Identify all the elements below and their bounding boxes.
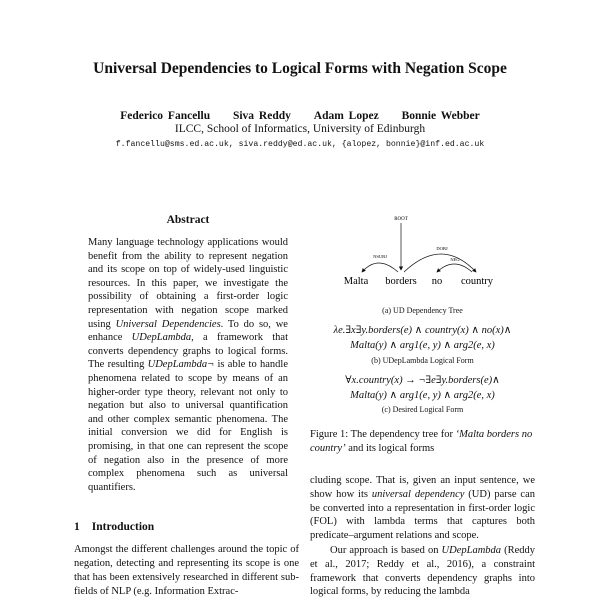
author-emails: f.fancellu@sms.ed.ac.uk, siva.reddy@ed.ac.uk, {alopez, bonnie}@inf.ed.ac.uk bbox=[115, 140, 485, 149]
figure-caption: Figure 1: The dependency tree for ‘Malta borders no country’ and its logical forms bbox=[310, 429, 533, 454]
author-name: Adam Lopez bbox=[313, 110, 379, 122]
section-heading: 1 Introduction bbox=[74, 521, 155, 533]
neg-label: NEG bbox=[450, 257, 460, 262]
paragraph: cluding scope. That is, given an input sentence, we show how its universal dependency (UD) parse can be converted into a representation in first-order logic (FOL) with lambda terms that captures both predicate–argument relations and scope. bbox=[310, 475, 535, 542]
nsubj-arc bbox=[362, 263, 398, 272]
paragraph: Our approach is based on UDepLambda (Reddy et al., 2017; Reddy et al., 2016), a constraint framework that converts dependency graphs into logical forms, by reducing the lambda bbox=[310, 544, 536, 598]
author-name: Siva Reddy bbox=[232, 110, 291, 122]
formula-b-line1: λe.∃x∃y.borders(e) ∧ country(x) ∧ no(x)∧ bbox=[333, 325, 512, 336]
formula-b-line2: Malta(y) ∧ arg1(e, y) ∧ arg2(e, x) bbox=[350, 340, 495, 351]
subcaption-a: (a) UD Dependency Tree bbox=[382, 306, 463, 315]
tree-word: borders bbox=[385, 276, 417, 287]
author-name: Federico Fancellu bbox=[120, 110, 211, 122]
tree-word: country bbox=[460, 276, 494, 287]
tree-word: Malta bbox=[343, 276, 369, 287]
dobj-label: DOBJ bbox=[436, 246, 448, 251]
abstract-text: Many language technology applications would benefit from the ability to represent negation and its scope on top of widely-used linguistic resources. In this paper, we investigate the possibility of obtaining a first-order logic representation with negation scope marked using Universal Dependencies. To do so, we enhance UDepLambda, a framework that converts dependency graphs to logical forms. The resulting UDepLambda¬ is able to handle phenomena related to scope by means of an higher-order type theory, relevant not only to negation but also to universal quantification and other complex semantic phenomena. The initial conversion we did for English is promising, in that one can represent the scope of negation also in the presence of more complex phenomena such as universal quantifiers. bbox=[88, 237, 288, 493]
formula-c-line2: Malta(y) ∧ arg1(e, y) ∧ arg2(e, x) bbox=[350, 390, 495, 401]
right-column-text bbox=[310, 474, 535, 599]
nsubj-label: NSUBJ bbox=[373, 254, 387, 259]
dependency-tree bbox=[310, 210, 535, 305]
subcaption-b: (b) UDepLambda Logical Form bbox=[371, 356, 474, 365]
abstract-heading: Abstract bbox=[166, 214, 210, 226]
neg-arc bbox=[437, 264, 472, 272]
tree-word: no bbox=[431, 276, 443, 287]
paper-title: Universal Dependencies to Logical Forms with Negation Scope bbox=[93, 60, 507, 77]
affiliation: ILCC, School of Informatics, University of Edinburgh bbox=[174, 123, 426, 135]
author-name: Bonnie Webber bbox=[401, 110, 480, 122]
formula-c-line1: ∀x.country(x) → ¬∃e∃y.borders(e)∧ bbox=[345, 375, 500, 386]
subcaption-c: (c) Desired Logical Form bbox=[381, 405, 464, 414]
intro-paragraph: Amongst the different challenges around the topic of negation, detecting and representing its scope is one that has been extensively researched in different sub-fields of NLP (e.g. Information Extrac- bbox=[74, 544, 299, 597]
root-label: ROOT bbox=[394, 217, 408, 222]
author-list bbox=[0, 110, 600, 122]
